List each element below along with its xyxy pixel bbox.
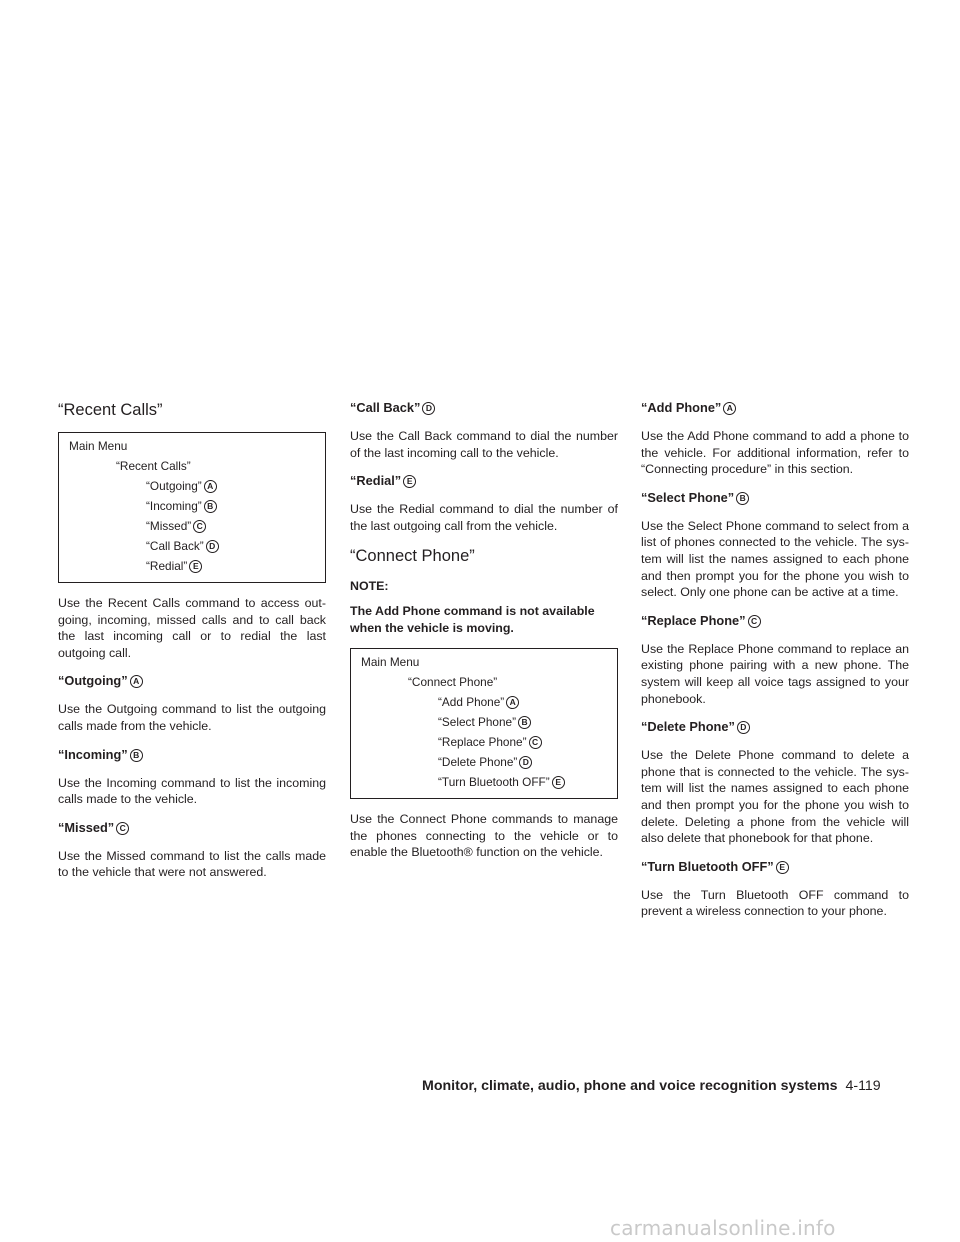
body-paragraph: Use the Turn Bluetooth OFF command to prevent a wireless connection to your phone. (641, 887, 909, 919)
callout-marker: E (776, 861, 789, 874)
note-label: NOTE: (350, 579, 389, 594)
body-paragraph: Use the Replace Phone command to replace an existing phone pairing with a new phone. The system will keep all voice tags assigned to your phonebook. (641, 641, 909, 706)
body-paragraph: Use the Recent Calls command to access out-going, incoming, missed calls and to call back the last incoming call or to redial the last outgoing call. (58, 596, 326, 660)
body-paragraph: Use the Call Back command to dial the number of the last incoming call to the vehicle. (350, 429, 618, 460)
callout-marker: B (518, 716, 531, 729)
callout-marker: E (189, 560, 202, 573)
menu-item (361, 754, 607, 770)
body-paragraph: Use the Add Phone command to add a phone to the vehicle. For additional information, refer to “Connecting procedure” in this section. (641, 429, 909, 477)
callout-marker: E (403, 475, 416, 488)
command-title: “Delete Phone” (641, 719, 735, 735)
menu-item-label: “Turn Bluetooth OFF” (438, 775, 550, 790)
menu-sub: “Connect Phone” (408, 675, 498, 690)
body-paragraph: Use the Select Phone command to select from a list of phones connected to the vehicle. The sys-tem will list the names assigned to each phone and then prompt you for the phone you wish to select. Only one phone can be active at a time. (641, 518, 909, 600)
menu-tree-recent-calls (58, 432, 326, 583)
column-2 (350, 400, 618, 873)
command-heading (58, 673, 326, 689)
body-paragraph: Use the Redial command to dial the number of the last outgoing call from the vehicle. (350, 502, 618, 533)
command-heading (58, 747, 326, 763)
menu-item (69, 538, 315, 554)
command-title: “Add Phone” (641, 400, 722, 415)
menu-item-label: “Outgoing” (146, 479, 202, 493)
callout-marker: B (204, 500, 217, 513)
command-title: “Replace Phone” (641, 612, 746, 628)
page-number: 4-119 (845, 1078, 881, 1094)
callout-marker: D (737, 721, 750, 734)
callout-marker: D (206, 540, 219, 553)
command-heading (350, 473, 618, 489)
menu-item-label: “Call Back” (146, 539, 204, 553)
command-heading (350, 400, 618, 416)
callout-marker: D (519, 756, 532, 769)
body-paragraph: Use the Missed command to list the calls made to the vehicle that were not answered. (58, 848, 326, 880)
menu-item-label: “Incoming” (146, 499, 202, 513)
body-paragraph: Use the Outgoing command to list the outgoing calls made from the vehicle. (58, 702, 326, 733)
menu-item-label: “Replace Phone” (438, 735, 527, 750)
menu-sub: “Recent Calls” (116, 459, 191, 473)
callout-marker: B (736, 492, 749, 505)
menu-item (361, 694, 607, 710)
command-title: “Missed” (58, 819, 115, 835)
menu-item (69, 478, 315, 494)
menu-root: Main Menu (361, 655, 420, 670)
callout-marker: A (204, 480, 217, 493)
command-heading (641, 613, 909, 629)
menu-root: Main Menu (69, 439, 128, 453)
footer-section-title: Monitor, climate, audio, phone and voice recognition systems (422, 1078, 838, 1094)
watermark: carmanualsonline.info (610, 1216, 836, 1240)
menu-item-label: “Redial” (146, 559, 188, 573)
callout-marker: C (529, 736, 542, 749)
callout-marker: B (130, 749, 143, 762)
callout-marker: C (116, 822, 129, 835)
menu-item (69, 498, 315, 514)
column-1 (58, 400, 326, 893)
command-title: “Call Back” (350, 400, 421, 415)
callout-marker: A (506, 696, 519, 709)
command-title: “Select Phone” (641, 489, 735, 505)
page-footer (422, 1078, 881, 1094)
callout-marker: D (422, 402, 435, 415)
column-3 (641, 400, 909, 932)
command-title: “Redial” (350, 473, 402, 489)
menu-item (361, 774, 607, 790)
section-heading-connect-phone: “Connect Phone” (350, 547, 475, 566)
command-title: “Outgoing” (58, 673, 128, 689)
command-title: “Turn Bluetooth OFF” (641, 858, 774, 874)
menu-item (361, 734, 607, 750)
command-heading (58, 820, 326, 836)
menu-item (69, 558, 315, 574)
callout-marker: C (748, 615, 761, 628)
body-paragraph: Use the Connect Phone commands to manage the phones connecting to the vehicle or to enable the Bluetooth® function on the vehicle. (350, 812, 618, 860)
command-title: “Incoming” (58, 746, 128, 762)
menu-item (69, 518, 315, 534)
body-paragraph: Use the Incoming command to list the incoming calls made to the vehicle. (58, 775, 326, 807)
menu-item-label: “Delete Phone” (438, 755, 518, 770)
body-paragraph: Use the Delete Phone command to delete a phone that is connected to the vehicle. The sys-tem will list the names assigned to each phone and then prompt you for the phone you wish to delete. Deleting a phone from the vehicle will also delete that phonebook for that phone. (641, 748, 909, 846)
menu-item-label: “Select Phone” (438, 715, 517, 730)
section-heading-recent-calls: “Recent Calls” (58, 401, 163, 419)
callout-marker: E (552, 776, 565, 789)
menu-tree-connect-phone (350, 648, 618, 799)
command-heading (641, 859, 909, 875)
command-heading (641, 400, 909, 416)
callout-marker: A (723, 402, 736, 415)
callout-marker: A (130, 675, 143, 688)
menu-item-label: “Add Phone” (438, 695, 505, 710)
note-text: The Add Phone command is not available when the vehicle is moving. (350, 603, 595, 635)
menu-item-label: “Missed” (146, 519, 192, 533)
menu-item (361, 714, 607, 730)
command-heading (641, 719, 909, 735)
callout-marker: C (193, 520, 206, 533)
command-heading (641, 490, 909, 506)
